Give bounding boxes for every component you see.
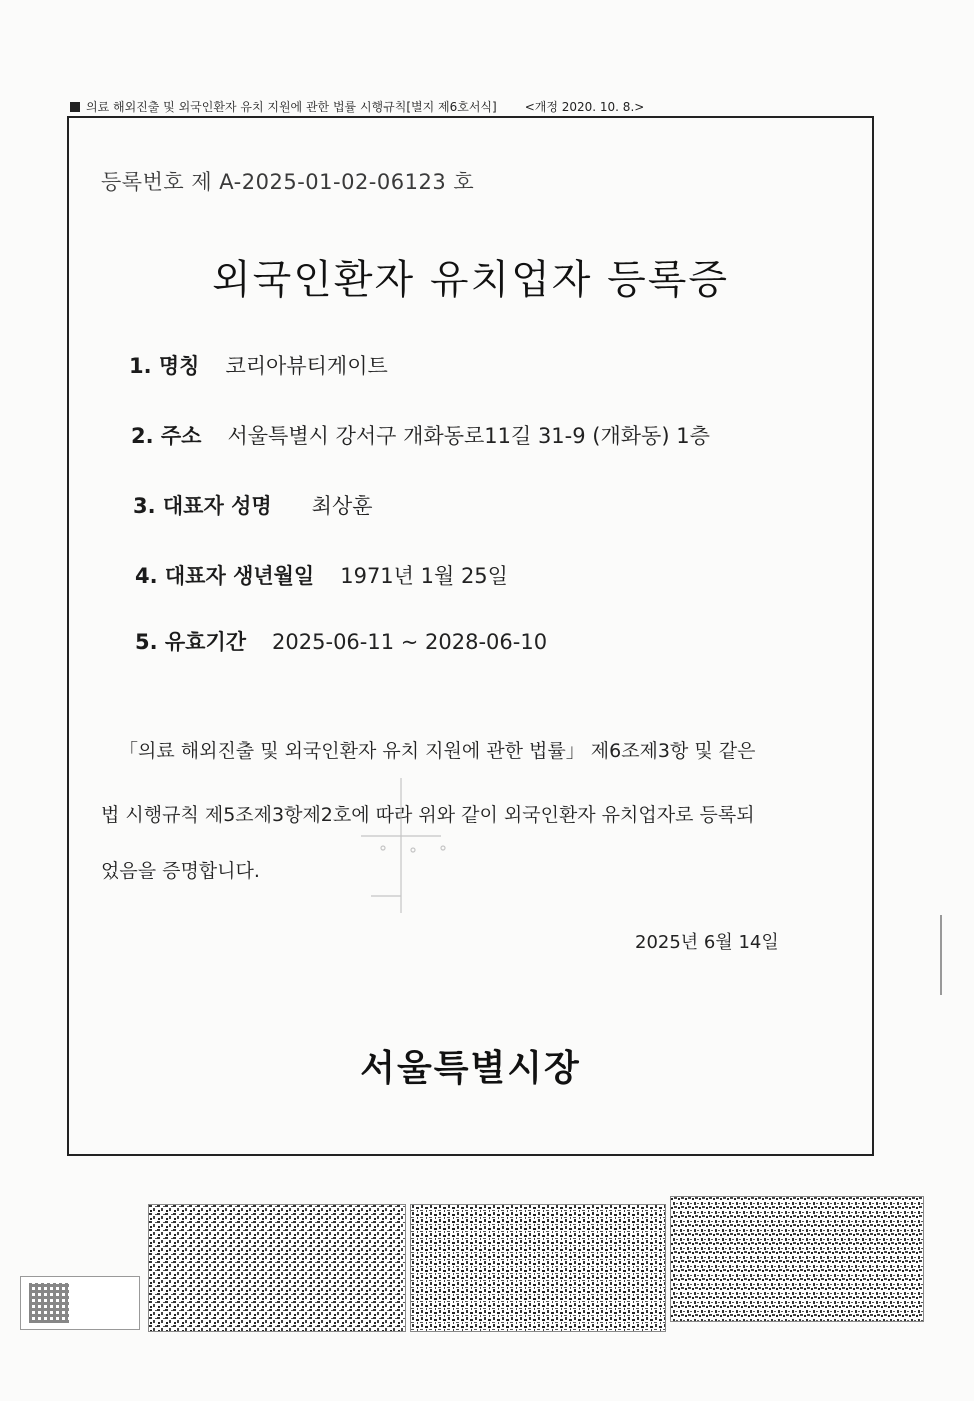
form-revision: <개정 2020. 10. 8.> <box>524 100 645 114</box>
certificate-title: 외국인환자 유치업자 등록증 <box>211 257 730 303</box>
security-pattern-panel <box>148 1204 406 1332</box>
security-pattern-noise <box>149 1205 405 1331</box>
security-pattern-noise <box>671 1197 923 1321</box>
field-value: 서울특별시 강서구 개화동로11길 31-9 (개화동) 1층 <box>227 424 710 448</box>
security-pattern-panel <box>670 1196 924 1322</box>
field-address <box>131 420 710 450</box>
field-label: 2. 주소 <box>131 424 202 448</box>
square-bullet-icon <box>70 102 80 112</box>
field-label: 1. 명칭 <box>129 354 200 378</box>
field-value: 2025-06-11 ~ 2028-06-10 <box>272 630 548 654</box>
field-validity <box>135 626 547 656</box>
field-name <box>129 350 388 380</box>
security-code-icon <box>29 1283 69 1323</box>
certificate-frame <box>67 116 874 1156</box>
security-code-box <box>20 1276 140 1330</box>
field-label: 3. 대표자 성명 <box>133 494 272 518</box>
issuer: 서울특별시장 <box>360 1048 581 1089</box>
faint-stamp-marks <box>301 718 501 918</box>
form-header-text: 의료 해외진출 및 외국인환자 유치 지원에 관한 법률 시행규칙[별지 제6호서식] <box>86 100 497 114</box>
field-label: 5. 유효기간 <box>135 630 247 654</box>
form-header <box>70 98 760 115</box>
margin-scan-mark <box>938 915 944 995</box>
field-value: 1971년 1월 25일 <box>340 564 508 588</box>
security-pattern-noise <box>411 1205 665 1331</box>
body-line: 법 시행규칙 제5조제3항제2호에 따라 위와 같이 외국인환자 유치업자로 등록되 <box>101 804 755 826</box>
field-value: 코리아뷰티게이트 <box>225 354 388 378</box>
field-label: 4. 대표자 생년월일 <box>135 564 315 588</box>
issue-date: 2025년 6월 14일 <box>635 932 779 953</box>
body-line: 었음을 증명합니다. <box>101 860 260 882</box>
security-pattern-panel <box>410 1204 666 1332</box>
body-line: 「의료 해외진출 및 외국인환자 유치 지원에 관한 법률」 제6조제3항 및 같은 <box>119 740 756 762</box>
registration-number: 등록번호 제 A-2025-01-02-06123 호 <box>101 170 475 194</box>
field-birthdate <box>135 560 508 590</box>
field-value: 최상훈 <box>311 494 373 518</box>
field-representative <box>133 490 373 520</box>
